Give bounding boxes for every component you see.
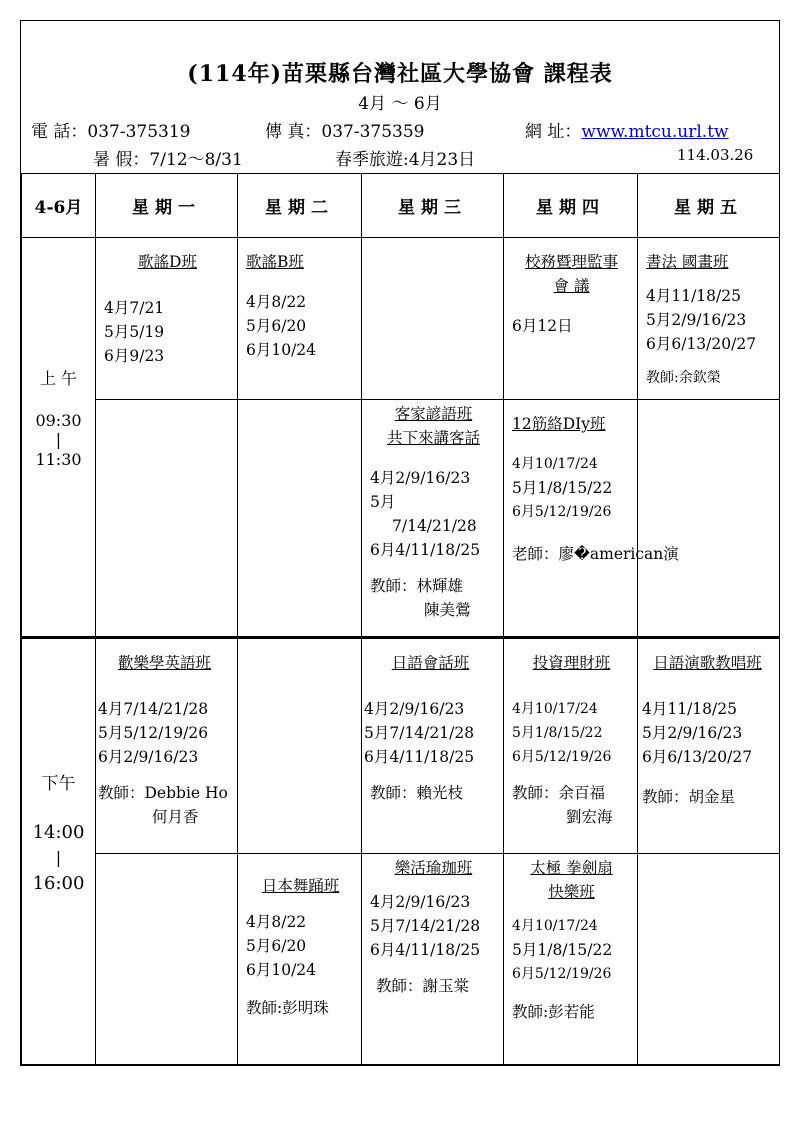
course-teacher: 教師：胡金星 — [642, 788, 736, 806]
course-dates-jun: 6月5/12/19/26 — [512, 504, 612, 520]
course-cell — [362, 400, 504, 638]
course-dates-may: 5月6/20 — [246, 937, 307, 955]
course-cell — [238, 238, 362, 400]
course-cell — [638, 238, 780, 400]
course-teacher-2: 陳美鶯 — [424, 601, 471, 619]
morning-time-cell — [22, 238, 96, 638]
course-cell — [238, 854, 362, 1065]
course-teacher-1: 教師：余百福 — [512, 784, 606, 802]
afternoon-start: 14:00 — [32, 822, 85, 843]
course-dates-apr: 4月7/21 — [104, 299, 165, 317]
empty-cell — [238, 400, 362, 638]
empty-cell — [638, 400, 780, 638]
day-friday: 星期五 — [638, 174, 780, 238]
day-monday: 星期一 — [96, 174, 238, 238]
course-dates-may: 7/14/21/28 — [392, 517, 477, 535]
course-dates-apr: 4月8/22 — [246, 293, 307, 311]
course-dates-apr: 4月7/14/21/28 — [98, 700, 209, 718]
table-row — [22, 638, 780, 854]
phone-number: 電 話：037-375319 — [31, 122, 191, 142]
empty-cell — [96, 400, 238, 638]
course-dates-may-label: 5月 — [370, 493, 396, 511]
afternoon-separator: | — [55, 848, 62, 867]
page-title: (114年)苗栗縣台灣社區大學協會 課程表 — [187, 61, 613, 87]
course-dates-jun: 6月5/12/19/26 — [512, 966, 612, 982]
course-teacher: 教師:彭明珠 — [246, 999, 329, 1017]
website-label: 網 址： — [525, 122, 582, 142]
course-dates-apr: 4月2/9/16/23 — [364, 700, 465, 718]
course-teacher: 教師:余欽榮 — [646, 370, 721, 386]
course-dates-jun: 6月5/12/19/26 — [512, 749, 612, 765]
course-dates-apr: 4月2/9/16/23 — [370, 469, 471, 487]
course-cell — [638, 638, 780, 854]
course-dates-apr: 4月10/17/24 — [512, 456, 598, 472]
header — [21, 21, 779, 173]
afternoon-time-cell — [22, 638, 96, 1065]
course-dates-jun: 6月6/13/20/27 — [646, 335, 757, 353]
schedule-sheet — [20, 20, 780, 1066]
meeting-name-line2: 會 議 — [553, 277, 590, 295]
course-dates-jun: 6月4/11/18/25 — [370, 541, 481, 559]
course-teacher: 教師：賴光枝 — [370, 784, 464, 802]
course-teacher-1: 教師：Debbie Ho — [98, 784, 228, 802]
course-teacher: 教師：謝玉棠 — [376, 977, 470, 995]
course-teacher: 教師:彭若能 — [512, 1003, 595, 1021]
course-name: 書法 國畫班 — [646, 253, 729, 271]
afternoon-label: 下午 — [41, 774, 76, 794]
course-dates-jun: 6月6/13/20/27 — [642, 748, 753, 766]
morning-label: 上 午 — [39, 369, 78, 388]
course-dates-jun: 6月10/24 — [246, 341, 317, 359]
course-dates-may: 5月1/8/15/22 — [512, 941, 613, 959]
day-thursday: 星期四 — [504, 174, 638, 238]
course-dates-apr: 4月10/17/24 — [512, 701, 598, 717]
course-cell — [504, 638, 638, 854]
course-dates-may: 5月7/14/21/28 — [364, 724, 475, 742]
course-dates-may: 5月1/8/15/22 — [512, 725, 603, 741]
table-row — [22, 238, 780, 400]
course-dates-may: 5月2/9/16/23 — [646, 311, 747, 329]
course-name-line1: 客家諺語班 — [394, 405, 473, 423]
empty-cell — [96, 854, 238, 1065]
course-name: 日語會話班 — [391, 654, 470, 672]
course-cell — [96, 638, 238, 854]
course-table — [21, 173, 780, 1065]
course-dates-apr: 4月10/17/24 — [512, 918, 598, 934]
course-dates-may: 5月5/12/19/26 — [98, 724, 209, 742]
course-dates-apr: 4月11/18/25 — [642, 700, 737, 718]
course-cell — [96, 238, 238, 400]
course-name: 歌謠B班 — [246, 253, 304, 271]
course-name: 日本舞踊班 — [261, 877, 340, 895]
course-dates-may: 5月2/9/16/23 — [642, 724, 743, 742]
course-dates-apr: 4月2/9/16/23 — [370, 893, 471, 911]
course-name-line2: 共下來講客話 — [386, 429, 480, 447]
course-teacher: 老師：廖�american演 — [512, 545, 679, 563]
morning-separator: | — [55, 430, 62, 449]
meeting-date: 6月12日 — [512, 317, 573, 335]
course-dates-may: 5月7/14/21/28 — [370, 917, 481, 935]
issue-date: 114.03.26 — [677, 146, 754, 164]
table-header-row — [22, 174, 780, 238]
meeting-name-line1: 校務暨理監事 — [524, 253, 618, 271]
course-name: 投資理財班 — [532, 654, 611, 672]
course-cell — [362, 854, 504, 1065]
course-name-line1: 太極 拳劍扇 — [530, 859, 613, 877]
date-range: 4月 ～ 6月 — [358, 94, 442, 114]
course-name: 樂活瑜珈班 — [394, 859, 473, 877]
course-dates-jun: 6月4/11/18/25 — [364, 748, 475, 766]
course-dates-jun: 6月2/9/16/23 — [98, 748, 199, 766]
empty-cell — [238, 638, 362, 854]
morning-end: 11:30 — [35, 450, 82, 469]
course-dates-may: 5月6/20 — [246, 317, 307, 335]
course-name: 歡樂學英語班 — [117, 654, 211, 672]
course-dates-jun: 6月10/24 — [246, 961, 317, 979]
course-name: 日語演歌教唱班 — [653, 654, 762, 672]
morning-start: 09:30 — [35, 411, 82, 430]
course-dates-jun: 6月9/23 — [104, 347, 165, 365]
empty-cell — [362, 238, 504, 400]
summer-break: 暑 假：7/12～8/31 — [93, 150, 243, 170]
empty-cell — [638, 854, 780, 1065]
course-cell — [504, 400, 679, 638]
day-tuesday: 星期二 — [238, 174, 362, 238]
course-teacher-2: 何月香 — [152, 808, 199, 826]
course-dates-may: 5月1/8/15/22 — [512, 479, 613, 497]
course-cell — [504, 238, 638, 400]
corner-label: 4-6月 — [22, 174, 96, 238]
day-wednesday: 星期三 — [362, 174, 504, 238]
spring-trip: 春季旅遊:4月23日 — [335, 150, 476, 170]
course-dates-may: 5月5/19 — [104, 323, 165, 341]
table-row — [22, 400, 780, 638]
course-dates-apr: 4月8/22 — [246, 913, 307, 931]
course-teacher-2: 劉宏海 — [566, 808, 613, 826]
website-link[interactable]: www.mtcu.url.tw — [581, 122, 729, 142]
table-row — [22, 854, 780, 1065]
course-name: 歌謠D班 — [138, 253, 197, 271]
course-cell — [362, 638, 504, 854]
course-teacher-1: 教師：林輝雄 — [370, 577, 464, 595]
course-cell — [504, 854, 638, 1065]
course-dates-apr: 4月11/18/25 — [646, 287, 741, 305]
course-name: 12筋絡DIy班 — [512, 415, 606, 433]
afternoon-end: 16:00 — [32, 873, 85, 894]
course-name-line2: 快樂班 — [548, 883, 595, 901]
website — [525, 117, 729, 142]
course-dates-jun: 6月4/11/18/25 — [370, 941, 481, 959]
fax-number: 傳 真：037-375359 — [265, 122, 425, 142]
